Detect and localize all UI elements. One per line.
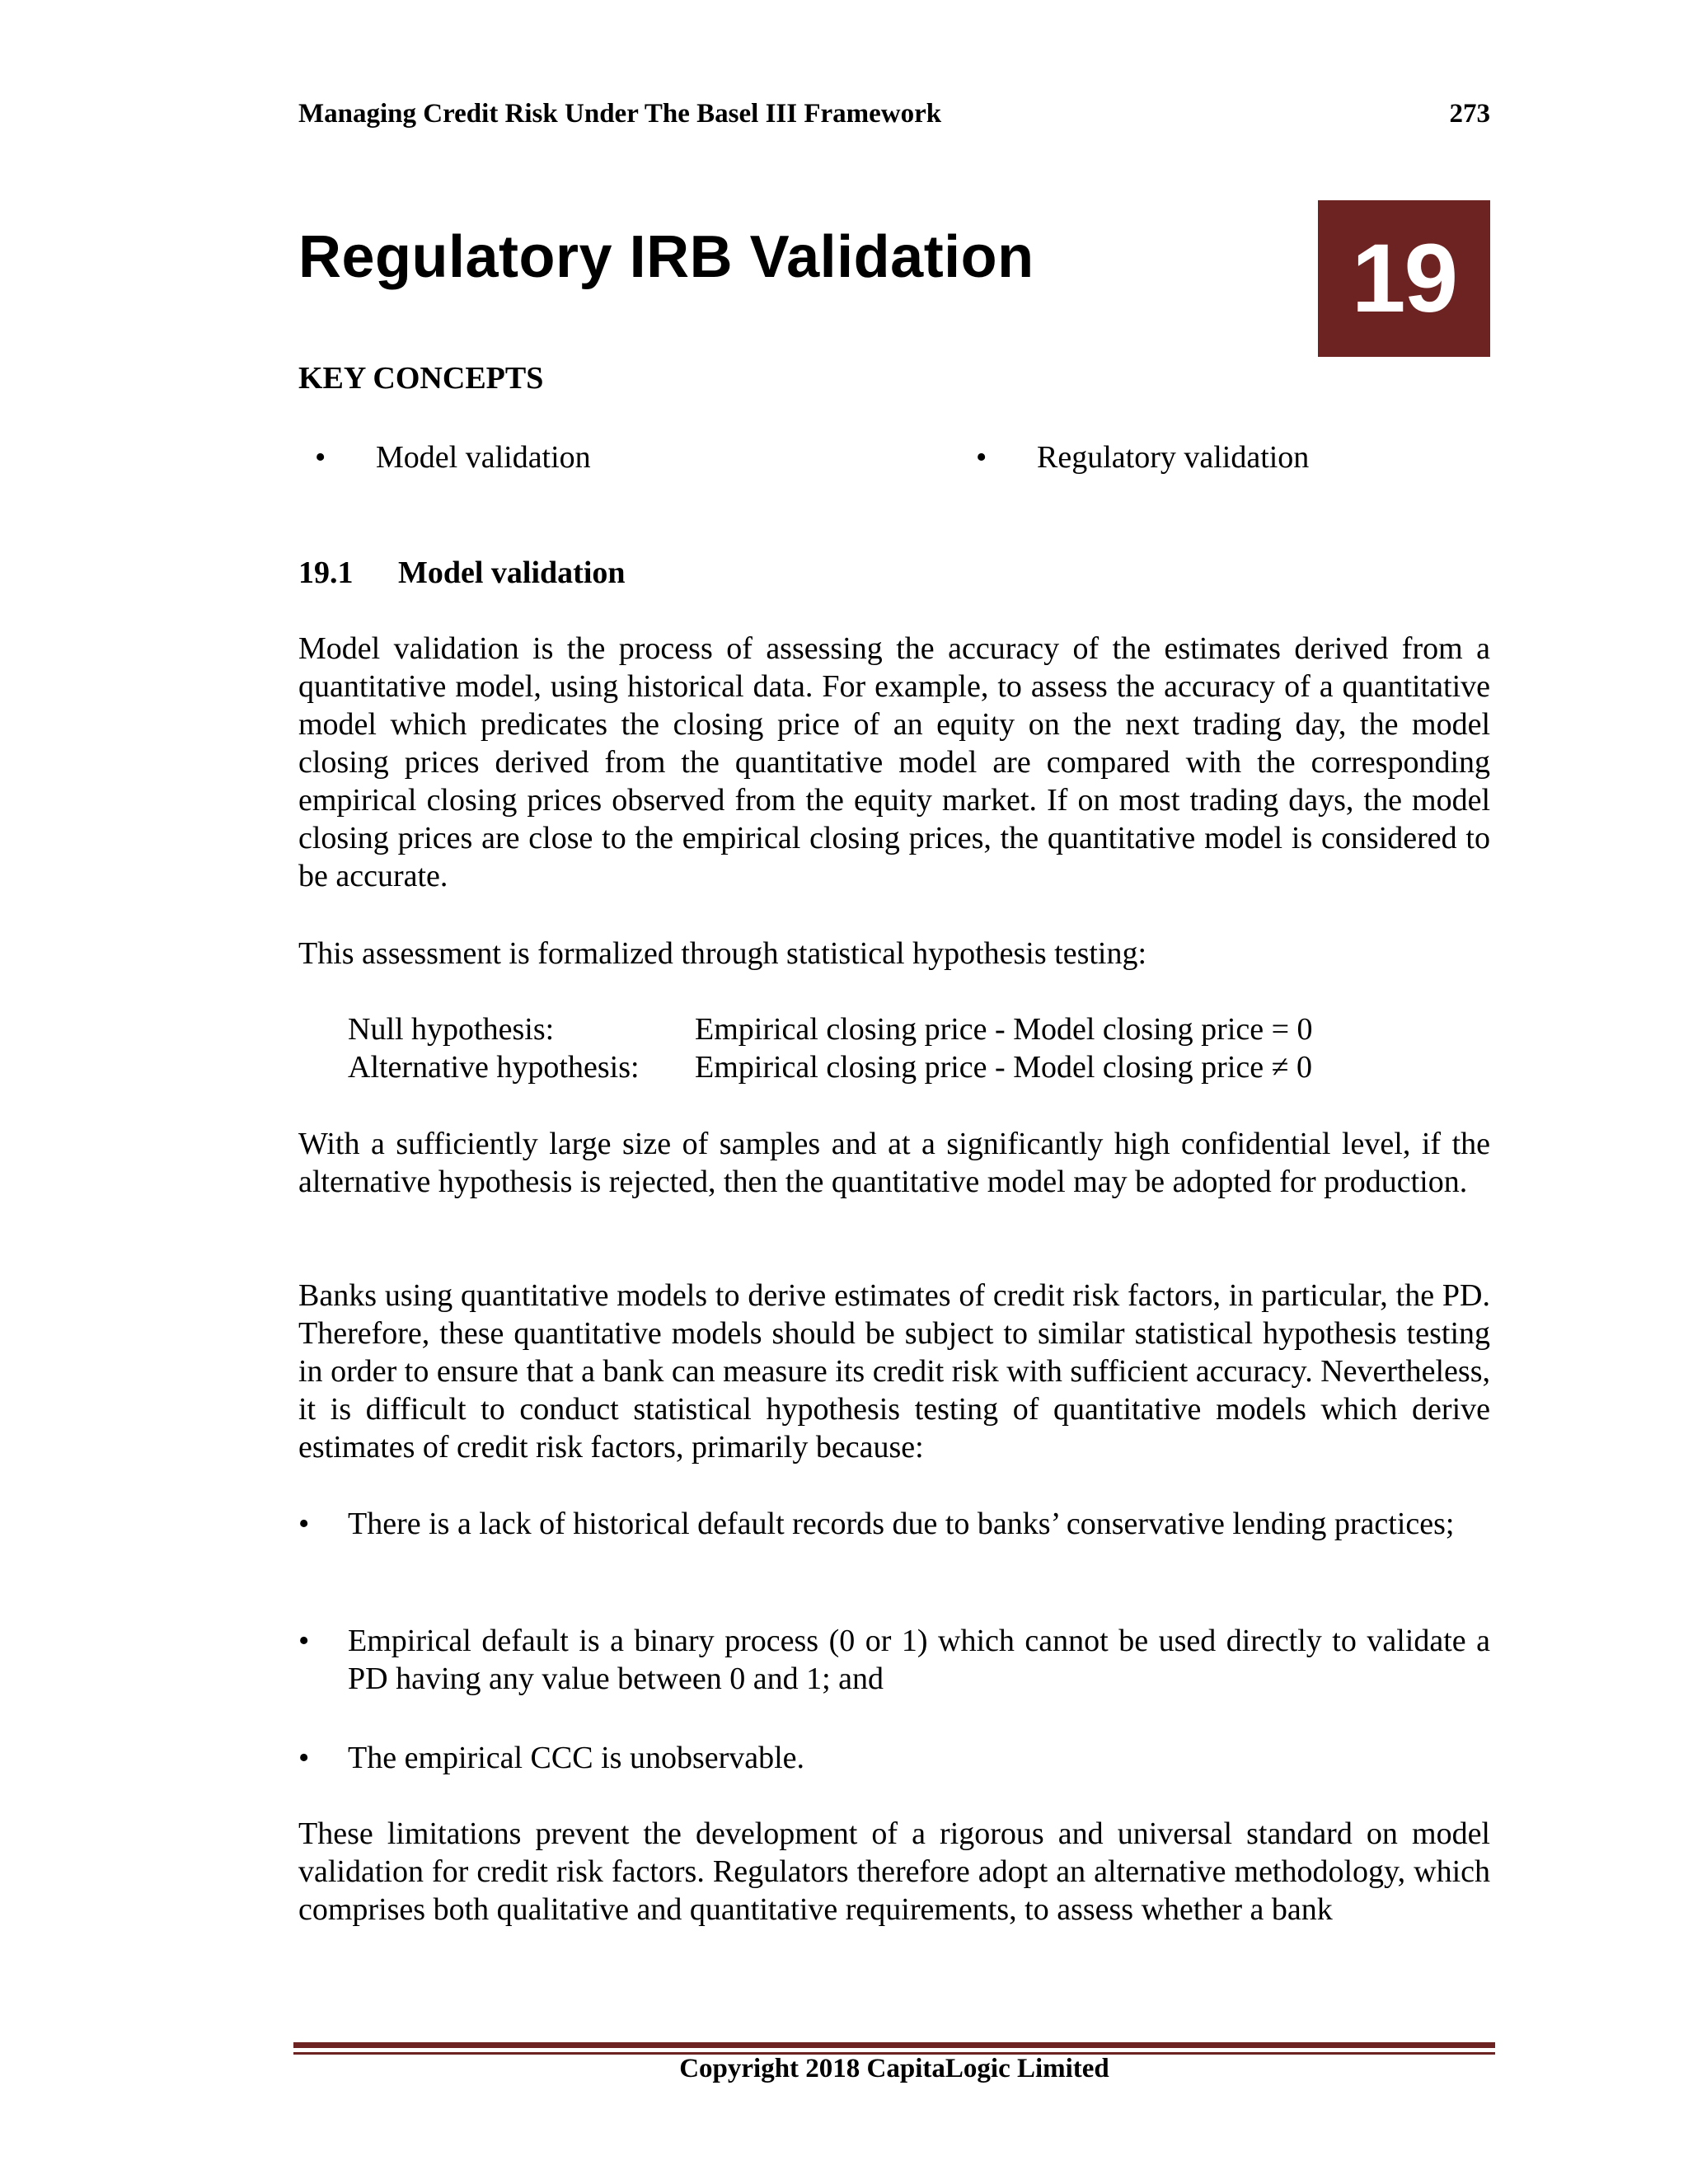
running-header — [298, 97, 1490, 130]
body-paragraph: With a sufficiently large size of samples and at a significantly high confidential level, if the alternative hypothesis is rejected, then the quantitative model may be adopted for production. — [298, 1127, 1490, 1199]
null-hypothesis-label: Null hypothesis: — [348, 1012, 555, 1047]
bullet-icon: • — [298, 1741, 310, 1775]
key-concept-label: Model validation — [376, 440, 591, 475]
alternative-hypothesis-expression: Empirical closing price - Model closing price ≠ 0 — [695, 1050, 1312, 1085]
copyright-footer: Copyright 2018 CapitaLogic Limited — [679, 2054, 1109, 2083]
list-item-text: The empirical CCC is unobservable. — [348, 1741, 805, 1775]
footer-divider — [293, 2042, 1495, 2048]
bullet-icon: • — [976, 440, 987, 475]
chapter-number-badge — [1318, 200, 1490, 357]
bullet-icon: • — [298, 1507, 310, 1541]
section-number: 19.1 — [298, 555, 354, 590]
bullet-icon: • — [298, 1624, 310, 1658]
list-item-text: There is a lack of historical default records due to banks’ conservative lending practices; — [348, 1507, 1455, 1541]
body-paragraph: These limitations prevent the development of a rigorous and universal standard on model validation for credit risk factors. Regulators therefore adopt an alternative methodology, which comprises both qualitative and quantitative requirements, to assess whether a bank — [298, 1816, 1490, 1927]
key-concept-label: Regulatory validation — [1037, 440, 1310, 475]
key-concepts-heading: KEY CONCEPTS — [298, 361, 544, 396]
alternative-hypothesis-label: Alternative hypothesis: — [348, 1050, 640, 1085]
body-paragraph: Model validation is the process of assessing the accuracy of the estimates derived from a quantitative model, using historical data. For example, to assess the accuracy of a quantitative model which predicates the closing price of an equity on the next trading day, the model closing prices derived from the quantitative model are compared with the corresponding empirical closing prices observed from the equity market. If on most trading days, the model closing prices are close to the empirical closing prices, the quantitative model is considered to be accurate. — [298, 631, 1490, 893]
chapter-number: 19 — [1351, 224, 1457, 333]
body-paragraph: This assessment is formalized through statistical hypothesis testing: — [298, 936, 1147, 971]
bullet-icon: • — [315, 440, 326, 475]
page-number: 273 — [1449, 99, 1490, 129]
null-hypothesis-expression: Empirical closing price - Model closing price = 0 — [695, 1012, 1313, 1047]
body-paragraph: Banks using quantitative models to derive estimates of credit risk factors, in particular, the PD. Therefore, these quantitative models should be subject to similar statistical hypothesis testing in order to ensure that a bank can measure its credit risk with sufficient accuracy. Nevertheless, it is difficult to conduct statistical hypothesis testing of quantitative models which derive estimates of credit risk factors, primarily because: — [298, 1278, 1490, 1465]
chapter-title: Regulatory IRB Validation — [298, 224, 1034, 290]
document-page — [298, 0, 1490, 2184]
book-title: Managing Credit Risk Under The Basel III Framework — [298, 99, 942, 129]
list-item-text: Empirical default is a binary process (0 or 1) which cannot be used directly to validate a PD having any value between 0 and 1; and — [348, 1624, 1490, 1696]
section-title: Model validation — [398, 555, 626, 590]
